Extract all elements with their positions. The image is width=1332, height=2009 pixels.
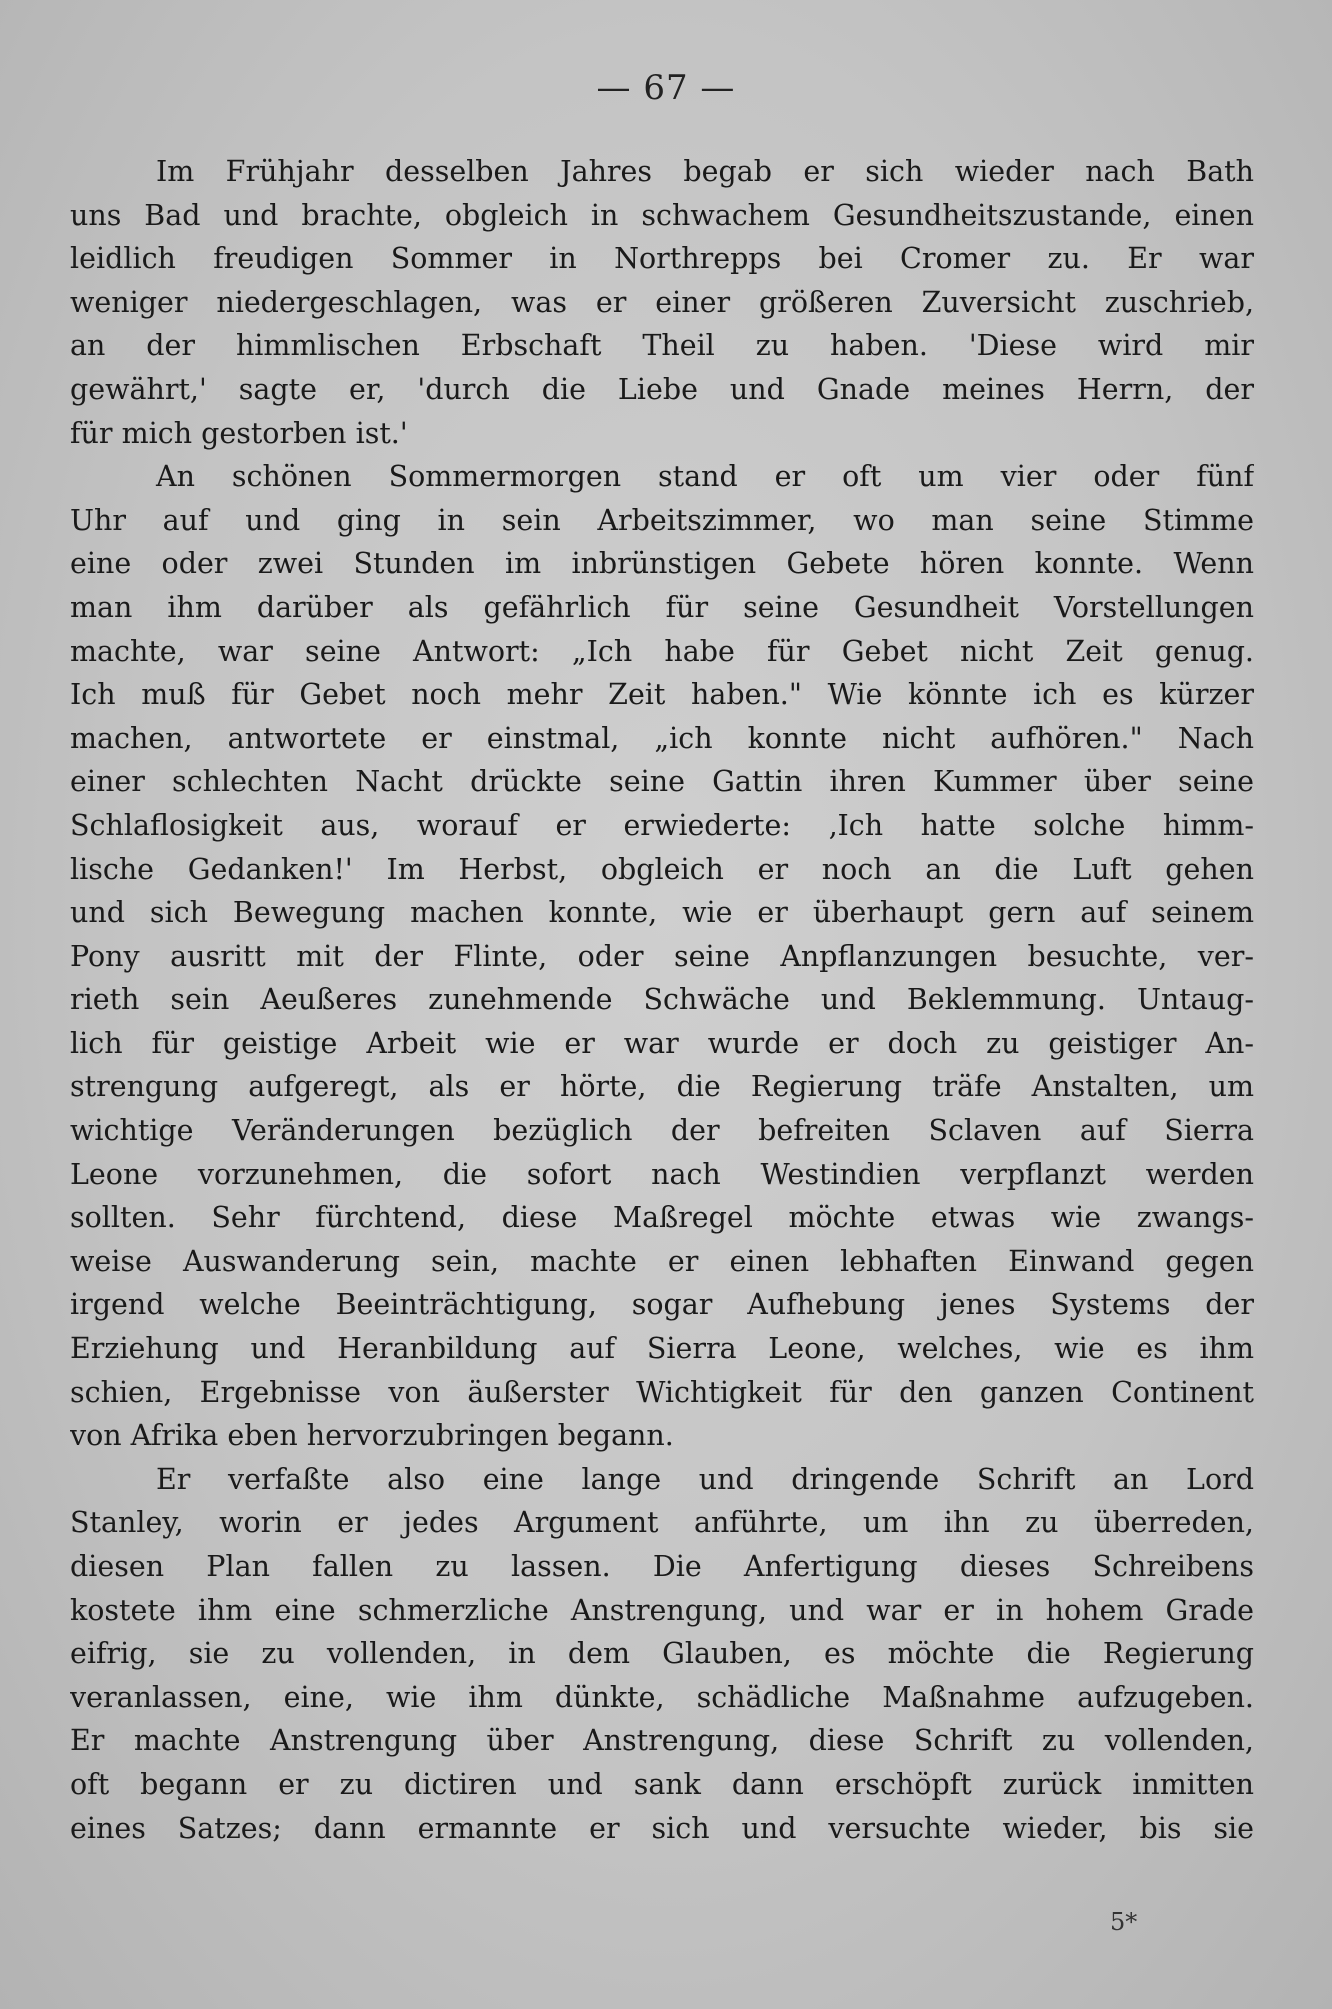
text-line: leidlich freudigen Sommer in Northrepps bei Cromer zu. Er war [70, 242, 1254, 276]
text-line: Er verfaßte also eine lange und dringende Schrift an Lord [156, 1462, 1254, 1496]
text-line: Ich muß für Gebet noch mehr Zeit haben." Wie könnte ich es kürzer [70, 678, 1254, 712]
text-line: Erziehung und Heranbildung auf Sierra Leone, welches, wie es ihm [70, 1332, 1254, 1366]
text-line: machte, war seine Antwort: „Ich habe für Gebet nicht Zeit genug. [70, 634, 1254, 668]
text-line: Stanley, worin er jedes Argument anführte, um ihn zu überreden, [70, 1506, 1254, 1540]
text-line: veranlassen, eine, wie ihm dünkte, schädliche Maßnahme aufzugeben. [70, 1680, 1254, 1714]
text-line: An schönen Sommermorgen stand er oft um vier oder fünf [156, 460, 1254, 494]
paragraph [70, 455, 1254, 1458]
text-line: gewährt,' sagte er, 'durch die Liebe und Gnade meines Herrn, der [70, 372, 1254, 406]
text-line: rieth sein Aeußeres zunehmende Schwäche und Beklemmung. Untaug- [70, 983, 1254, 1017]
text-line: schien, Ergebnisse von äußerster Wichtigkeit für den ganzen Continent [70, 1375, 1254, 1409]
text-line: und sich Bewegung machen konnte, wie er überhaupt gern auf seinem [70, 896, 1254, 930]
text-line: wichtige Veränderungen bezüglich der befreiten Sclaven auf Sierra [70, 1114, 1254, 1148]
text-line: Im Frühjahr desselben Jahres begab er sich wieder nach Bath [156, 155, 1254, 188]
text-line: man ihm darüber als gefährlich für seine Gesundheit Vorstellungen [70, 590, 1254, 624]
text-line: an der himmlischen Erbschaft Theil zu haben. 'Diese wird mir [70, 329, 1254, 363]
text-line: für mich gestorben ist.' [70, 416, 408, 450]
text-line: lich für geistige Arbeit wie er war wurde er doch zu geistiger An- [70, 1026, 1254, 1060]
text-line: eifrig, sie zu vollenden, in dem Glauben, es möchte die Regierung [70, 1637, 1254, 1671]
text-line: uns Bad und brachte, obgleich in schwachem Gesundheitszustande, einen [70, 198, 1254, 232]
text-line: Pony ausritt mit der Flinte, oder seine Anpflanzungen besuchte, ver- [70, 939, 1254, 973]
signature-mark: 5* [1110, 1908, 1138, 1936]
text-line: Er machte Anstrengung über Anstrengung, diese Schrift zu vollenden, [70, 1724, 1254, 1758]
text-line: sollten. Sehr fürchtend, diese Maßregel möchte etwas wie zwangs- [70, 1201, 1254, 1235]
text-line: kostete ihm eine schmerzliche Anstrengung, und war er in hohem Grade [70, 1593, 1254, 1627]
text-line: irgend welche Beeinträchtigung, sogar Aufhebung jenes Systems der [70, 1288, 1254, 1322]
text-line: lische Gedanken!' Im Herbst, obgleich er noch an die Luft gehen [70, 852, 1254, 886]
text-line: eine oder zwei Stunden im inbrünstigen Gebete hören konnte. Wenn [70, 547, 1254, 581]
body-text [70, 150, 1254, 1850]
paragraph [70, 150, 1254, 455]
text-line: Schlaflosigkeit aus, worauf er erwiederte: ‚Ich hatte solche himm- [70, 808, 1254, 842]
text-line: Leone vorzunehmen, die sofort nach Westindien verpflanzt werden [70, 1157, 1254, 1191]
text-line: von Afrika eben hervorzubringen begann. [70, 1419, 674, 1453]
text-line: weniger niedergeschlagen, was er einer größeren Zuversicht zuschrieb, [70, 285, 1254, 319]
text-line: oft begann er zu dictiren und sank dann erschöpft zurück inmitten [70, 1767, 1254, 1801]
text-line: weise Auswanderung sein, machte er einen lebhaften Einwand gegen [70, 1244, 1254, 1278]
text-line: machen, antwortete er einstmal, „ich konnte nicht aufhören." Nach [70, 721, 1254, 755]
text-line: eines Satzes; dann ermannte er sich und versuchte wieder, bis sie [70, 1811, 1254, 1845]
text-line: Uhr auf und ging in sein Arbeitszimmer, wo man seine Stimme [70, 503, 1254, 537]
page-number: — 67 — [596, 68, 736, 108]
text-line: strengung aufgeregt, als er hörte, die Regierung träfe Anstalten, um [70, 1070, 1254, 1104]
text-line: diesen Plan fallen zu lassen. Die Anfertigung dieses Schreibens [70, 1550, 1254, 1583]
text-line: einer schlechten Nacht drückte seine Gattin ihren Kummer über seine [70, 765, 1254, 799]
paragraph [70, 1458, 1254, 1850]
